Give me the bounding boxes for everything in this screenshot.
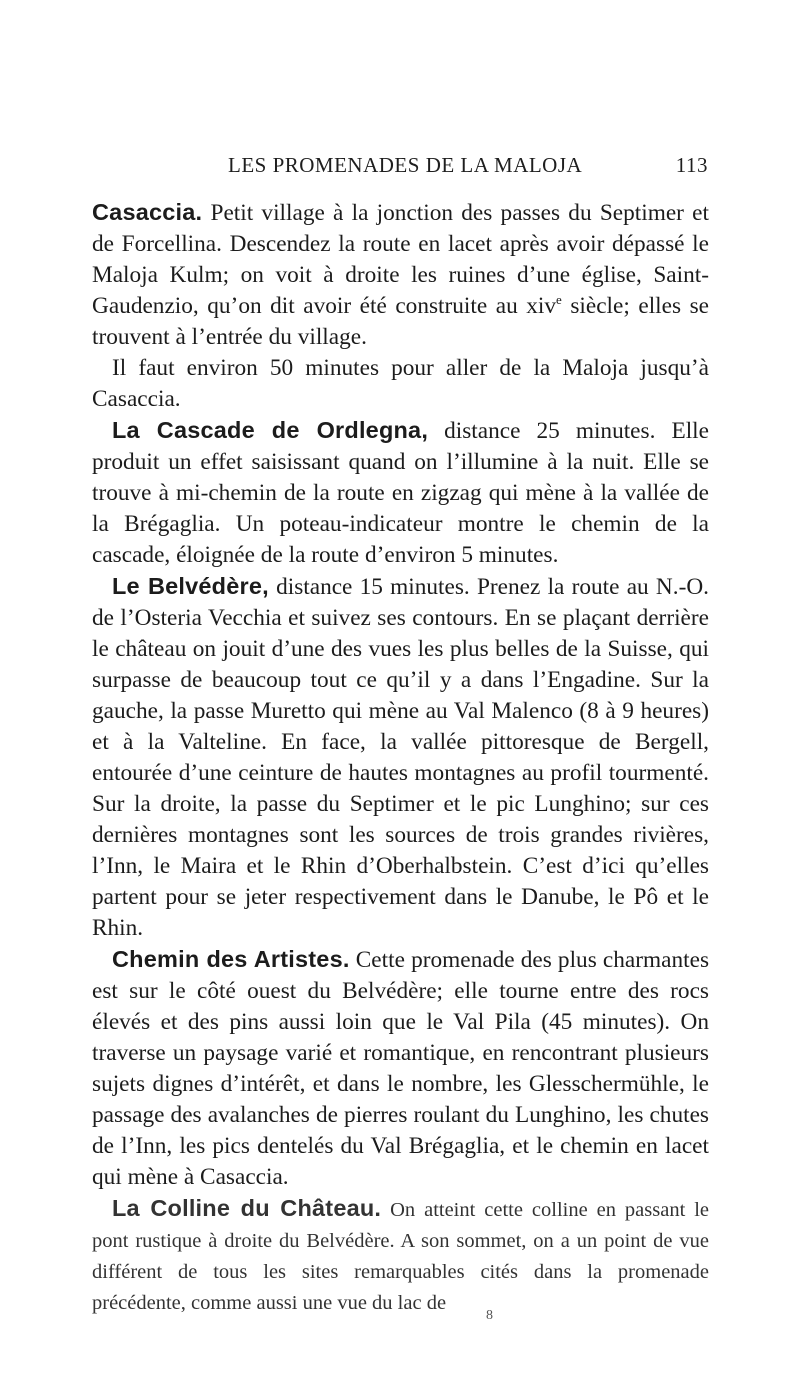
paragraph-chemin-artistes [92, 944, 709, 1193]
paragraph-cascade [92, 415, 709, 571]
superscript: e [556, 292, 562, 308]
paragraph-text: Cette promenade des plus charmantes est sur le côté ouest du Belvédère; elle tourne entre des rocs élevés et des pins aussi loin que le Val Pila (45 minutes). On traverse un paysage varié et romantique, en rencontrant plusieurs sujets dignes d’intérêt, et dans le nombre, les Glesschermühle, le passage des avalanches de pierres roulant du Lunghino, les chutes de l’Inn, les pics dentelés du Val Brégaglia, et le chemin en lacet qui mène à Casaccia. [92, 947, 710, 1190]
page-number: 113 [675, 152, 708, 177]
paragraph-duration [92, 353, 709, 415]
section-heading: Chemin des Artistes. [112, 946, 350, 972]
signature-mark: 8 [486, 1308, 493, 1323]
paragraph-text: Il faut environ 50 minutes pour aller de la Maloja jusqu’à Casaccia. [92, 355, 709, 412]
paragraph-text: Petit village à la jonction des passes du Septimer et de Forcellina. Descendez la route en lacet après avoir dépassé le Maloja Kulm; on voit à droite les ruines d’une église, Saint-Gaudenzio, qu’on dit avoir été construite au xiv [92, 200, 709, 319]
section-heading: Le Belvédère, [112, 573, 269, 599]
section-heading: Casaccia. [92, 199, 203, 225]
running-title: LES PROMENADES DE LA MALOJA [228, 152, 583, 177]
section-heading: La Cascade de Ordlegna, [112, 417, 429, 443]
section-heading: La Colline du Château. [112, 1195, 382, 1221]
paragraph-casaccia [92, 197, 709, 353]
paragraph-text: distance 25 minutes. Elle produit un effet saisissant quand on l’illumine à la nuit. Elle se trouve à mi-chemin de la route en zigzag qui mène à la vallée de la Brégaglia. Un poteau-indicateur montre le chemin de la cascade, éloignée de la route d’environ 5 minutes. [92, 418, 709, 568]
page-header [228, 150, 708, 180]
paragraph-text: distance 15 minutes. Prenez la route au N.-O. de l’Osteria Vecchia et suivez ses contours. En se plaçant derrière le château on jouit d’une des vues les plus belles de la Suisse, qui surpasse de beaucoup tout ce qu’il y a dans l’Engadine. Sur la gauche, la passe Muretto qui mène au Val Malenco (8 à 9 heures) et à la Valteline. En face, la vallée pittoresque de Bergell, entourée d’une ceinture de hautes montagnes au profil tourmenté. Sur la droite, la passe du Septimer et le pic Lunghino; sur ces dernières montagnes sont les sources de trois grandes rivières, l’Inn, le Maira et le Rhin d’Oberhalbstein. C’est d’ici qu’elles partent pour se jeter respectivement dans le Danube, le Pô et le Rhin. [92, 574, 709, 941]
body-text [92, 197, 709, 1319]
paragraph-text: On atteint cette colline en passant le pont rustique à droite du Belvédère. A son sommet, on a un point de vue différent de tous les sites remarquables cités dans la promenade précédente, comme aussi une vue du lac de [92, 1199, 710, 1314]
paragraph-text: siècle; elles se trouvent à l’entrée du village. [92, 293, 709, 350]
paragraph-belvedere [92, 571, 709, 944]
paragraph-colline-chateau [92, 1193, 709, 1319]
